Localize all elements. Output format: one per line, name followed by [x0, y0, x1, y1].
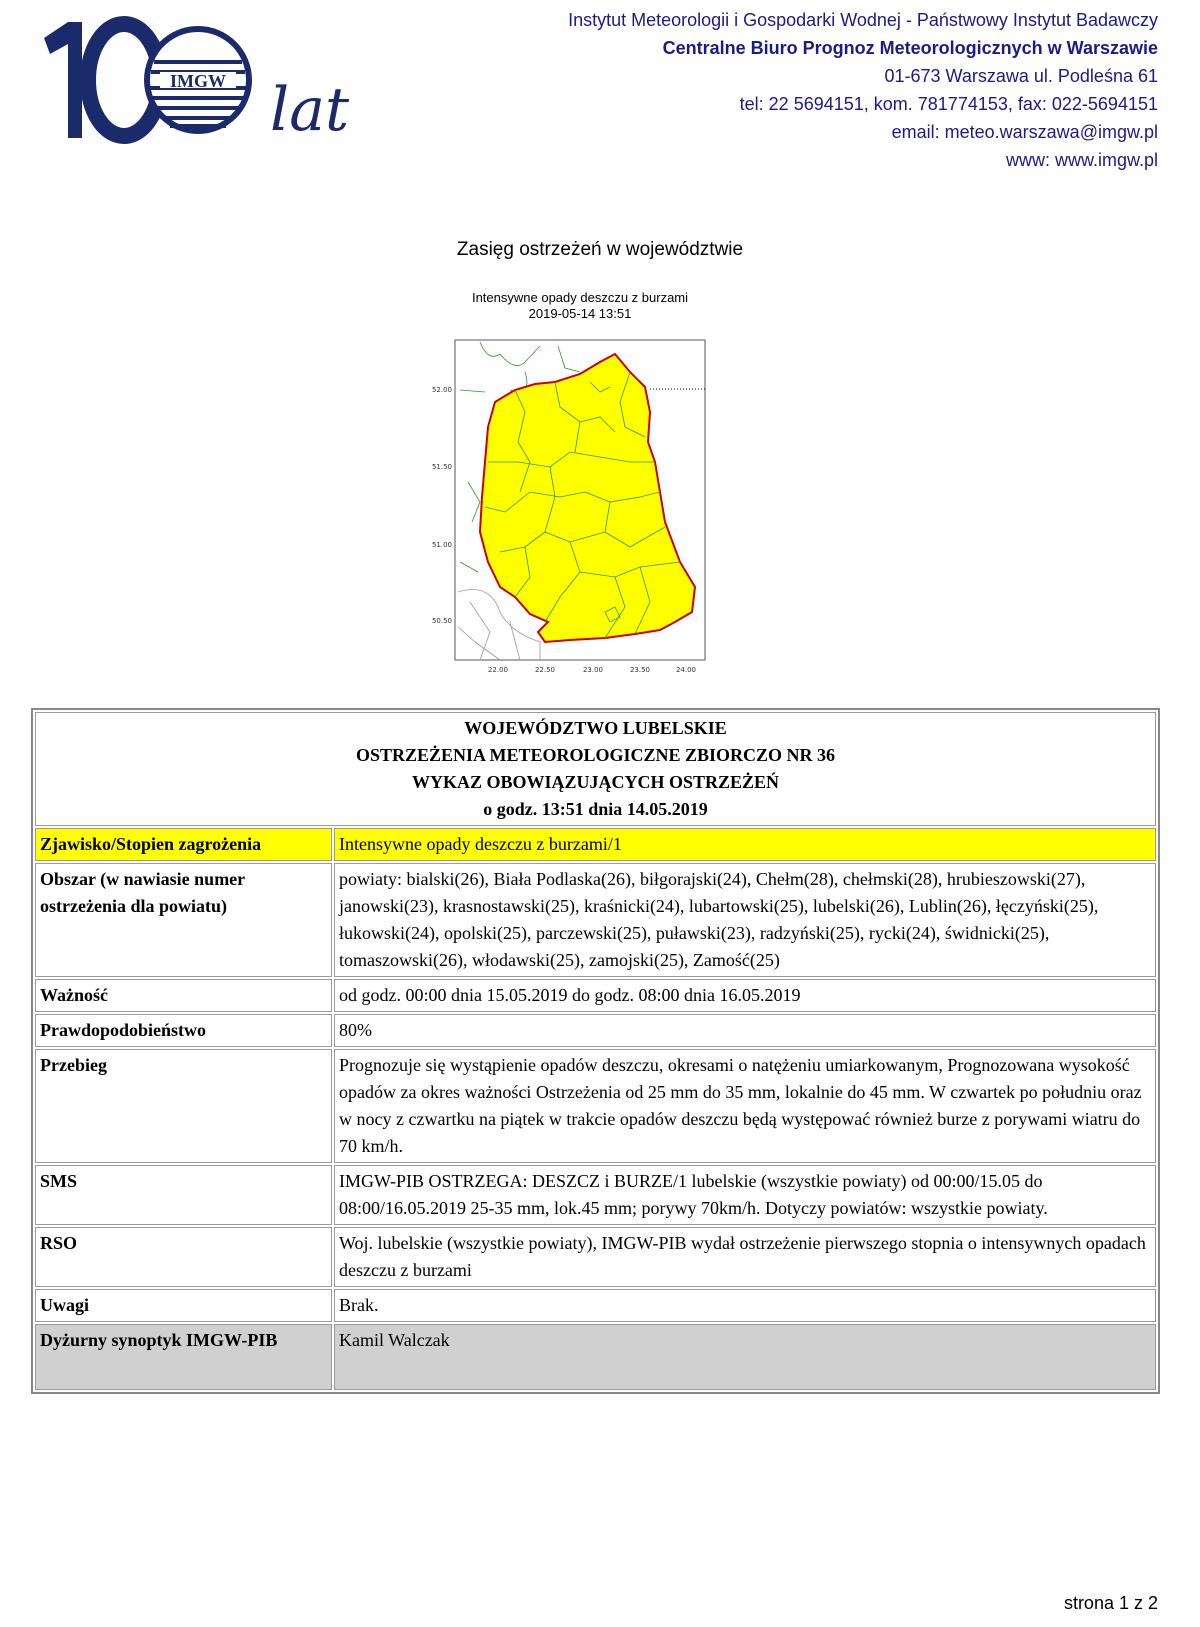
row-label: Przebieg	[35, 1049, 332, 1163]
map-title: Intensywne opady deszczu z burzami	[471, 290, 689, 305]
y-tick-label: 51.50	[431, 463, 452, 471]
row-label: Uwagi	[35, 1289, 332, 1322]
title-line: WOJEWÓDZTWO LUBELSKIE	[464, 718, 727, 738]
row-value: 80%	[334, 1014, 1156, 1047]
row-label: RSO	[35, 1227, 332, 1287]
address: 01-673 Warszawa ul. Podleśna 61	[884, 66, 1158, 86]
row-label: Dyżurny synoptyk IMGW-PIB	[35, 1324, 332, 1390]
table-row-forecaster	[35, 1324, 1156, 1390]
table-row-course	[35, 1049, 1156, 1163]
row-label: SMS	[35, 1165, 332, 1225]
organization-header	[568, 6, 1158, 174]
table-row-remarks	[35, 1289, 1156, 1322]
bureau-name: Centralne Biuro Prognoz Meteorologicznych w Warszawie	[662, 38, 1158, 58]
row-value: Prognozuje się wystąpienie opadów deszczu, okresami o natężeniu umiarkowanym, Prognozowana wysokość opadów za okres ważności Ostrzeżenia od 25 mm do 35 mm, lokalnie do 45 mm. W czwartek po południu oraz w nocy z czwartku na piątek w trakcie opadów deszczu będą występować również burze z porywami wiatru do 70 km/h.	[334, 1049, 1156, 1163]
warning-title	[35, 712, 1156, 826]
title-line: OSTRZEŻENIA METEOROLOGICZNE ZBIORCZO NR 36	[355, 745, 836, 765]
table-row-probability	[35, 1014, 1156, 1047]
x-tick-label: 23.50	[629, 666, 651, 674]
row-value: Intensywne opady deszczu z burzami/1	[334, 828, 1156, 861]
table-row-validity	[35, 979, 1156, 1012]
x-tick-label: 23.00	[582, 666, 604, 674]
x-tick-label: 22.50	[534, 666, 556, 674]
y-tick-label: 50.50	[431, 617, 452, 625]
y-tick-label: 52.00	[431, 386, 452, 394]
y-tick-label: 51.00	[431, 541, 452, 549]
row-value: powiaty: bialski(26), Biała Podlaska(26), biłgorajski(24), Chełm(28), chełmski(28), hrubieszowski(27), janowski(23), krasnostawski(25), kraśnicki(24), lubartowski(25), lubelski(26), Lublin(26), łęczyński(25), łukowski(24), opolski(25), parczewski(25), puławski(23), radzyński(25), rycki(24), świdnicki(25), tomaszowski(26), włodawski(25), zamojski(25), Zamość(25)	[334, 863, 1156, 977]
logo-badge-text: IMGW	[170, 71, 226, 91]
table-row-phenomenon	[35, 828, 1156, 861]
x-tick-label: 24.00	[675, 666, 697, 674]
row-label: Prawdopodobieństwo	[35, 1014, 332, 1047]
svg-text:lat: lat	[270, 75, 350, 145]
voivodeship-map	[430, 332, 730, 677]
title-line: o godz. 13:51 dnia 14.05.2019	[483, 799, 708, 819]
row-value: Woj. lubelskie (wszystkie powiaty), IMGW-PIB wydał ostrzeżenie pierwszego stopnia o intensywnych opadach deszczu z burzami	[334, 1227, 1156, 1287]
x-tick-label: 22.00	[487, 666, 509, 674]
row-label: Zjawisko/Stopien zagrożenia	[35, 828, 332, 861]
map-timestamp: 2019-05-14 13:51	[528, 306, 632, 321]
map-heading: Zasięg ostrzeżeń w województwie	[456, 239, 744, 260]
warning-map	[430, 290, 750, 700]
title-line: WYKAZ OBOWIĄZUJĄCYCH OSTRZEŻEŃ	[411, 772, 780, 792]
map-title-block	[430, 290, 730, 322]
row-value: Brak.	[334, 1289, 1156, 1322]
institute-name: Instytut Meteorologii i Gospodarki Wodnej - Państwowy Instytut Badawczy	[568, 10, 1158, 30]
table-row-rso	[35, 1227, 1156, 1287]
table-row-sms	[35, 1165, 1156, 1225]
row-value: IMGW-PIB OSTRZEGA: DESZCZ i BURZE/1 lubelskie (wszystkie powiaty) od 00:00/15.05 do 08:00/16.05.2019 25-35 mm, lok.45 mm; porywy 70km/h. Dotyczy powiatów: wszystkie powiaty.	[334, 1165, 1156, 1225]
row-label: Ważność	[35, 979, 332, 1012]
phone: tel: 22 5694151, kom. 781774153, fax: 022-5694151	[739, 94, 1158, 114]
page-number: strona 1 z 2	[1063, 1593, 1158, 1613]
warning-table	[31, 708, 1160, 1394]
row-value: od godz. 00:00 dnia 15.05.2019 do godz. 08:00 dnia 16.05.2019	[334, 979, 1156, 1012]
row-value: Kamil Walczak	[334, 1324, 1156, 1390]
email-link[interactable]: email: meteo.warszawa@imgw.pl	[891, 122, 1158, 142]
row-label: Obszar (w nawiasie numer ostrzeżenia dla powiatu)	[35, 863, 332, 977]
table-row-area	[35, 863, 1156, 977]
imgw-100-lat-logo	[38, 18, 350, 148]
www-link[interactable]: www: www.imgw.pl	[1005, 150, 1158, 170]
